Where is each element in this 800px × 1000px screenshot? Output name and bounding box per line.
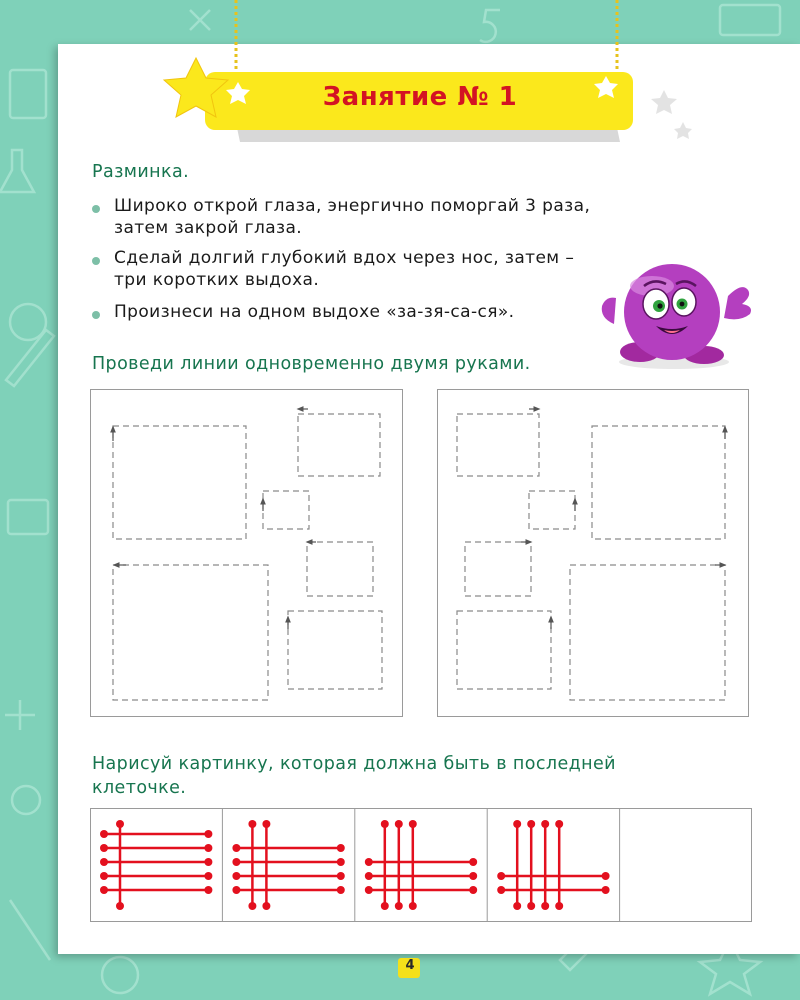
red-dot: [204, 858, 212, 866]
trace-box-left: [90, 389, 403, 717]
lesson-title: Занятие № 1: [322, 82, 518, 112]
red-dot: [248, 902, 256, 910]
red-dot: [513, 820, 521, 828]
red-dot: [262, 902, 270, 910]
red-dot: [541, 820, 549, 828]
task2-line-1: Нарисуй картинку, которая должна быть в последней: [92, 754, 616, 774]
warmup-item-3: [114, 301, 514, 323]
red-dot: [204, 830, 212, 838]
character-iris-right: [680, 302, 685, 307]
red-dot: [381, 820, 389, 828]
apple-doodle: [12, 786, 40, 814]
clock-doodle: [10, 304, 46, 340]
bullet-dot: [92, 205, 100, 213]
ruler-doodle: [10, 900, 50, 960]
red-dot: [337, 858, 345, 866]
red-dot: [100, 858, 108, 866]
red-dot: [365, 872, 373, 880]
red-dot: [232, 872, 240, 880]
red-dot: [541, 902, 549, 910]
red-dot: [116, 902, 124, 910]
warmup-item-2-line-2: три коротких выдоха.: [114, 270, 320, 290]
red-dot: [555, 902, 563, 910]
character-hand-left: [602, 298, 616, 324]
red-dot: [232, 886, 240, 894]
warmup-item-2: [114, 247, 574, 291]
red-dot: [602, 886, 610, 894]
warmup-item-3-line-1: Произнеси на одном выдохе «за-зя-са-ся».: [114, 302, 515, 322]
bullet-dot: [92, 257, 100, 265]
plus-doodle: [5, 700, 35, 730]
red-dot: [497, 872, 505, 880]
star-gray-1-icon: [651, 90, 677, 114]
trace-box-right-frame: [438, 390, 749, 717]
red-dot: [602, 872, 610, 880]
red-dot: [365, 858, 373, 866]
red-dot: [497, 886, 505, 894]
red-dot: [365, 886, 373, 894]
red-dot: [337, 886, 345, 894]
task2-instruction: [92, 752, 616, 800]
character-iris-left: [657, 303, 662, 308]
pattern-strip-frame: [91, 809, 752, 922]
trace-box-right: [437, 389, 749, 717]
red-dot: [204, 872, 212, 880]
warmup-item-2-line-1: Сделай долгий глубокий вдох через нос, затем –: [114, 248, 575, 268]
warmup-item-1: [114, 195, 590, 239]
red-dot: [469, 886, 477, 894]
red-dot: [262, 820, 270, 828]
red-dot: [469, 872, 477, 880]
character-hand-right: [724, 287, 751, 319]
red-dot: [469, 858, 477, 866]
notebook-doodle: [8, 500, 48, 534]
red-dot: [204, 886, 212, 894]
red-dot: [381, 902, 389, 910]
pattern-puzzle-strip: [90, 808, 752, 922]
red-dot: [337, 872, 345, 880]
red-dot: [409, 820, 417, 828]
red-dot: [204, 844, 212, 852]
red-dot: [555, 820, 563, 828]
red-dot: [527, 820, 535, 828]
red-dot: [116, 820, 124, 828]
red-dot: [395, 902, 403, 910]
red-dot: [232, 858, 240, 866]
warmup-heading: Разминка.: [92, 162, 190, 182]
task1-instruction: Проведи линии одновременно двумя руками.: [92, 354, 531, 374]
warmup-item-1-line-1: Широко открой глаза, энергично поморгай 3 раза,: [114, 196, 591, 216]
red-dot: [337, 844, 345, 852]
red-dot: [409, 902, 417, 910]
red-dot: [527, 902, 535, 910]
task2-line-2: клеточке.: [92, 778, 187, 798]
red-dot: [100, 872, 108, 880]
purple-character: [592, 262, 754, 374]
red-dot: [513, 902, 521, 910]
pencil-doodle: [6, 330, 54, 386]
warmup-item-1-line-2: затем закрой глаза.: [114, 218, 303, 238]
globe-doodle: [102, 957, 138, 993]
red-dot: [248, 820, 256, 828]
red-dot: [100, 844, 108, 852]
bullet-dot: [92, 311, 100, 319]
red-dot: [100, 830, 108, 838]
red-dot: [100, 886, 108, 894]
page-number: 4: [405, 958, 415, 973]
star-gray-2-icon: [674, 122, 692, 139]
red-dot: [232, 844, 240, 852]
red-dot: [395, 820, 403, 828]
